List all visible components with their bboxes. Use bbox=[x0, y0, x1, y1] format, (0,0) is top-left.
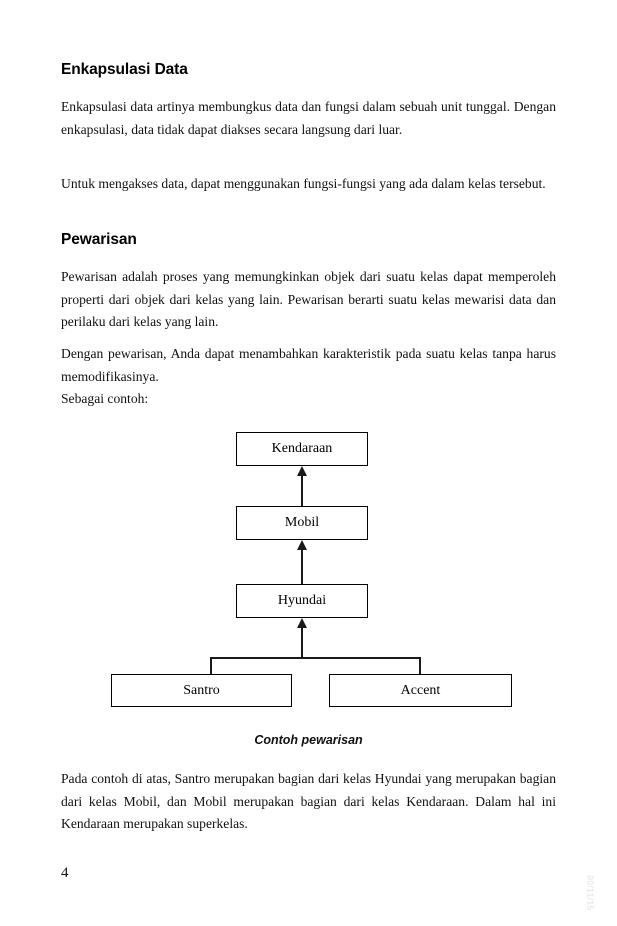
connector-children-to-hyundai bbox=[301, 628, 303, 658]
sibling-connector-bar bbox=[210, 657, 421, 659]
paragraph-closing: Pada contoh di atas, Santro merupakan bagian dari kelas Hyundai yang merupakan bagian dari kelas Mobil, dan Mobil merupakan bagian dari kelas Kendaraan. Dalam hal ini Kendaraan merupakan superkelas. bbox=[61, 771, 556, 831]
connector-mobil-to-kendaraan bbox=[301, 476, 303, 506]
paragraph-pewarisan-2: Dengan pewarisan, Anda dapat menambahkan karakteristik pada suatu kelas tanpa harus memodifikasinya. bbox=[61, 346, 556, 384]
page-number: 4 bbox=[61, 865, 69, 881]
diagram-node-hyundai bbox=[236, 584, 368, 618]
diagram-node-accent-label: Accent bbox=[400, 682, 441, 698]
diagram-node-hyundai-label: Hyundai bbox=[277, 593, 327, 608]
diagram-node-santro bbox=[111, 674, 292, 707]
paragraph-enkapsulasi-2: Untuk mengakses data, dapat menggunakan fungsi-fungsi yang ada dalam kelas tersebut. bbox=[61, 176, 546, 191]
diagram-node-mobil-label: Mobil bbox=[284, 515, 320, 530]
page-watermark bbox=[578, 862, 602, 924]
heading-enkapsulasi-data: Enkapsulasi Data bbox=[61, 61, 188, 78]
diagram-node-kendaraan-label: Kendaraan bbox=[271, 441, 333, 456]
diagram-node-kendaraan bbox=[236, 432, 368, 466]
diagram-node-mobil bbox=[236, 506, 368, 540]
connector-bar-to-accent bbox=[419, 657, 421, 674]
heading-pewarisan: Pewarisan bbox=[61, 231, 137, 248]
connector-hyundai-to-mobil bbox=[301, 550, 303, 584]
diagram-node-accent bbox=[329, 674, 512, 707]
connector-bar-to-santro bbox=[210, 657, 212, 674]
paragraph-pewarisan-1: Pewarisan adalah proses yang memungkinkan objek dari suatu kelas dapat memperoleh properti dari objek dari kelas yang lain. Pewarisan berarti suatu kelas mewarisi data dan perilaku dari kelas yang lain. bbox=[61, 269, 556, 329]
diagram-node-santro-label: Santro bbox=[183, 682, 220, 698]
page-watermark-label: 00/11/15 bbox=[585, 875, 595, 911]
paragraph-enkapsulasi-1: Enkapsulasi data artinya membungkus data dan fungsi dalam sebuah unit tunggal. Dengan enkapsulasi, data tidak dapat diakses secara langsung dari luar. bbox=[61, 99, 556, 137]
diagram-caption: Contoh pewarisan bbox=[254, 733, 363, 747]
arrowhead-hyundai-to-mobil bbox=[297, 540, 307, 550]
inheritance-diagram bbox=[0, 425, 617, 750]
arrowhead-children-to-hyundai bbox=[297, 618, 307, 628]
arrowhead-mobil-to-kendaraan bbox=[297, 466, 307, 476]
paragraph-sebagai-contoh: Sebagai contoh: bbox=[61, 391, 149, 406]
